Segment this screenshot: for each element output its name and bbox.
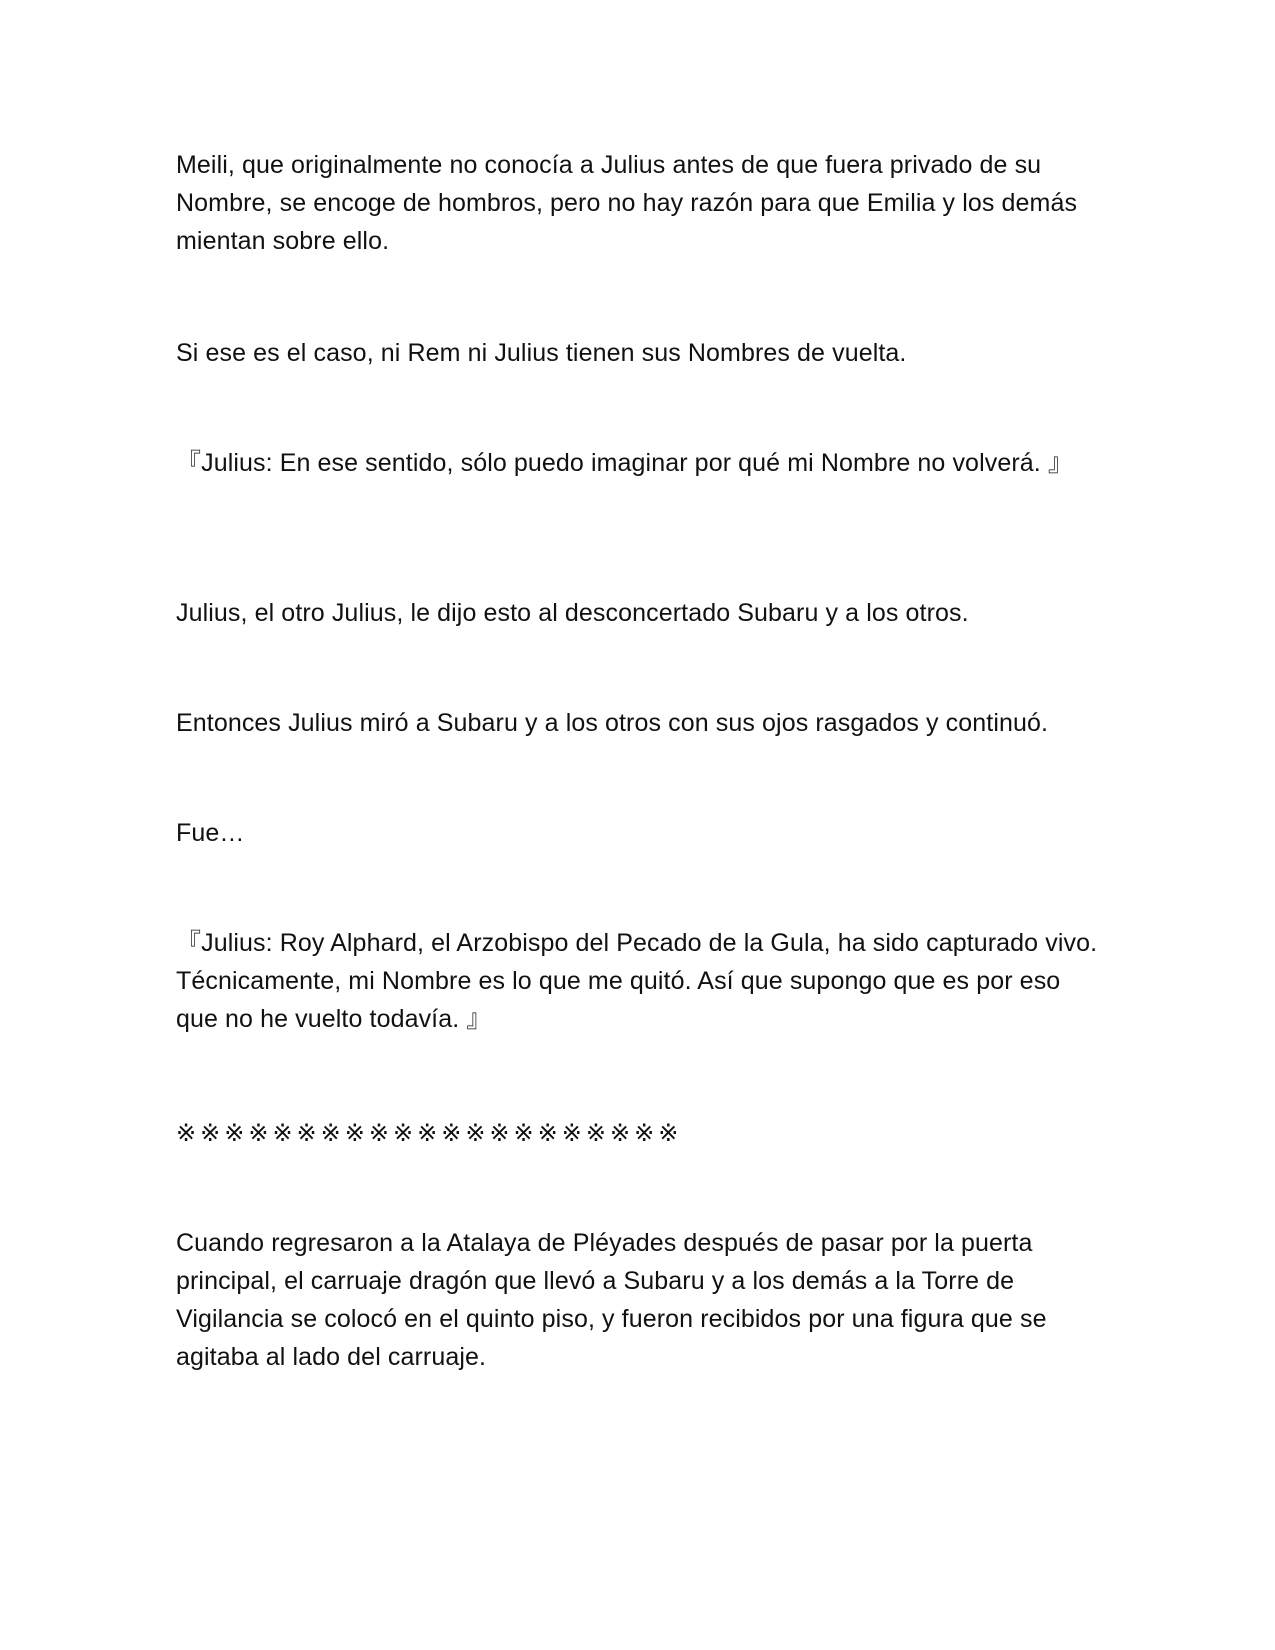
paragraph-meili-shrugs: Meili, que originalmente no conocía a Julius antes de que fuera privado de su Nombre, se encoge de hombros, pero no hay razón para que Emilia y los demás mientan sobre ello. <box>176 151 1078 255</box>
paragraph-julius-continued: Entonces Julius miró a Subaru y a los otros con sus ojos rasgados y continuó. <box>176 709 1049 737</box>
paragraph-julius-dialogue-2: 『Julius: Roy Alphard, el Arzobispo del Pecado de la Gula, ha sido capturado vivo. Técnicamente, mi Nombre es lo que me quitó. Así que supongo que es por eso que no he vuelto todavía. 』 <box>176 929 1098 1033</box>
paragraph-fue: Fue… <box>176 819 245 847</box>
paragraph-names-not-back: Si ese es el caso, ni Rem ni Julius tienen sus Nombres de vuelta. <box>176 339 907 367</box>
paragraph-return-to-tower: Cuando regresaron a la Atalaya de Pléyades después de pasar por la puerta principal, el carruaje dragón que llevó a Subaru y a los demás a la Torre de Vigilancia se colocó en el quinto piso, y fueron recibidos por una figura que se agitaba al lado del carruaje. <box>176 1229 1047 1371</box>
paragraph-other-julius: Julius, el otro Julius, le dijo esto al desconcertado Subaru y a los otros. <box>176 599 969 627</box>
paragraph-julius-dialogue-1: 『Julius: En ese sentido, sólo puedo imaginar por qué mi Nombre no volverá. 』 <box>176 449 1073 477</box>
scene-break-divider: ※※※※※※※※※※※※※※※※※※※※※ <box>176 1119 683 1147</box>
